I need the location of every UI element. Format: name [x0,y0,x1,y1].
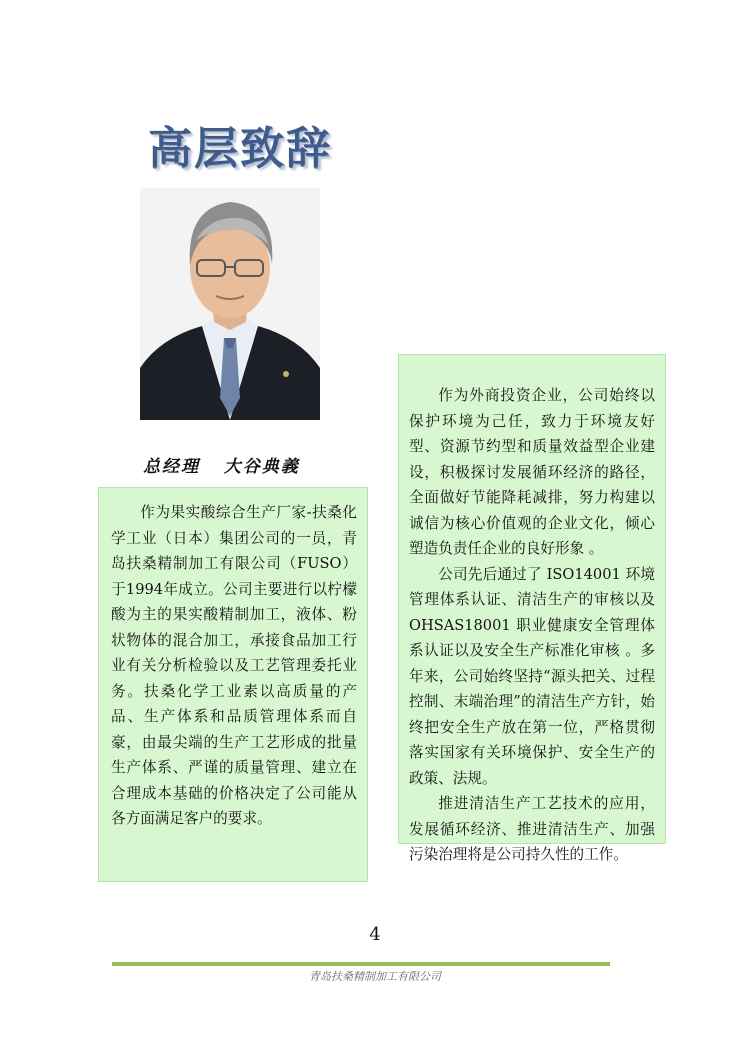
intro-text-box [98,487,368,882]
portrait-illustration [140,188,320,420]
footer-company-name: 青岛扶桑精制加工有限公司 [309,970,441,983]
page-title: 高层致辞 [148,123,332,174]
footer-divider [112,962,610,966]
executive-caption: 总经理 大谷典義 [143,457,300,477]
environment-text-box [398,354,666,863]
environment-paragraph-3: 推进清洁生产工艺技术的应用，发展循环经济、推进清洁生产、加强污染治理将是公司持久性的工作。 [409,795,655,863]
page-number: 4 [369,924,381,945]
executive-portrait [140,188,320,420]
intro-paragraph: 作为果实酸综合生产厂家-扶桑化学工业（日本）集团公司的一员，青岛扶桑精制加工有限公司（FUSO）于1994年成立。公司主要进行以柠檬酸为主的果实酸精制加工，液体、粉状物体的混合加工，承接食品加工行业有关分析检验以及工艺管理委托业务。扶桑化学工业素以高质量的产品、生产体系和品质管理体系而自豪，由最尖端的生产工艺形成的批量生产体系、严谨的质量管理、建立在合理成本基础的价格决定了公司能从各方面满足客户的要求。 [111,504,357,827]
environment-paragraph-2: 公司先后通过了 ISO14001 环境管理体系认证、清洁生产的审核以及 OHSAS18001 职业健康安全管理体系认证以及安全生产标准化审核 。多年来，公司始终坚持“源头把关、过程控制、末端治理”的清洁生产方针，始终把安全生产放在第一位，严格贯彻落实国家有关环境保护、安全生产的政策、法规。 [409,565,655,787]
environment-paragraph-1: 作为外商投资企业，公司始终以保护环境为己任，致力于环境友好型、资源节约型和质量效益型企业建设，积极探讨发展循环经济的路径，全面做好节能降耗减排，努力构建以诚信为核心价值观的企业文化，倾心塑造负责任企业的良好形象 。 [409,387,655,557]
